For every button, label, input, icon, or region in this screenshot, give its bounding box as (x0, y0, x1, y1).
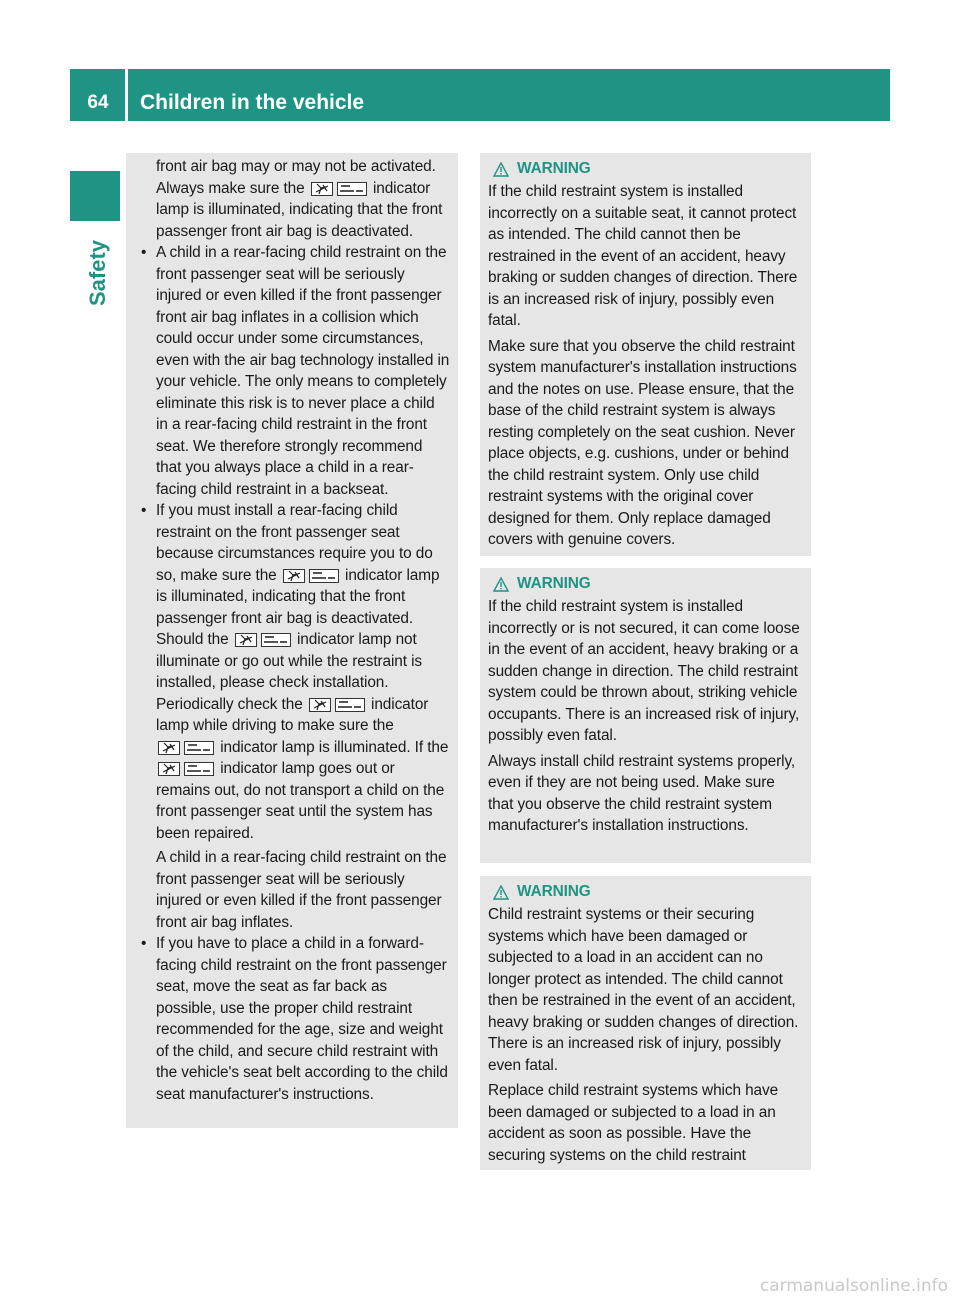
warning-box (480, 876, 811, 1170)
warning-triangle-icon (493, 577, 509, 592)
text: indicator lamp not illuminate or go out while the restraint is installed, please check installation. (156, 631, 423, 691)
paragraph (134, 156, 450, 242)
text: Should the (156, 631, 229, 648)
text: If you must install a rear-facing child restraint on the front passenger seat because circumstances require you to do so, make sure the (156, 502, 433, 584)
child-seat-icon (311, 182, 333, 196)
indicator-icon-pair (235, 633, 291, 647)
watermark: carmanualsonline.info (759, 1276, 948, 1296)
warning-title: WARNING (517, 160, 591, 178)
child-seat-icon (309, 698, 331, 712)
warning-text: Child restraint systems or their securing systems which have been damaged or subjected to a load in an accident can no longer protect as intended. The child cannot then be restrained in the event of an accident, heavy braking or sudden changes of direction. There is an increased risk of injury, possibly even fatal. (488, 906, 799, 1074)
list-item (134, 933, 450, 1105)
pass-airbag-off-icon (184, 741, 214, 755)
paragraph (134, 847, 450, 933)
text: indicator (372, 179, 431, 197)
warning-heading (488, 880, 803, 904)
page-title: Children in the vehicle (140, 91, 365, 114)
warning-text: Replace child restraint systems which have been damaged or subjected to a load in an accident as soon as possible. Have the securing systems on the child restraint (488, 1082, 779, 1164)
text: lamp is illuminated, indicating that the front passenger front air bag is deactivated. (156, 201, 443, 240)
indicator-icon-pair (283, 569, 339, 583)
indicator-icon-pair (311, 182, 367, 196)
warning-title: WARNING (517, 575, 591, 593)
child-seat-icon (283, 569, 305, 583)
warning-box (480, 153, 811, 556)
pass-airbag-off-icon (335, 698, 365, 712)
pass-airbag-off-icon (184, 762, 214, 776)
warning-heading (488, 157, 803, 181)
text: indicator lamp is illuminated. If the (220, 738, 449, 756)
warning-triangle-icon (493, 162, 509, 177)
child-seat-icon (235, 633, 257, 647)
text: indicator lamp is illuminated, indicating that the front passenger front air bag is deactivated. (156, 566, 440, 627)
warning-title: WARNING (517, 883, 591, 901)
warning-text: If the child restraint system is installed incorrectly on a suitable seat, it cannot protect as intended. The child cannot then be restrained in the event of an accident, heavy braking or sudden changes of direction. There is an increased risk of injury, possibly even fatal. (488, 183, 798, 329)
header-divider (125, 69, 128, 121)
indicator-icon-pair (158, 762, 214, 776)
warning-text: Always install child restraint systems properly, even if they are not being used. Make sure that you observe the child restraint system manufacturer's installation instructions. (488, 752, 796, 834)
pass-airbag-off-icon (309, 569, 339, 583)
warning-box (480, 568, 811, 863)
warning-text: If the child restraint system is installed incorrectly or is not secured, it can come loose in the event of an accident, heavy braking or a sudden change in direction. The child restraint system could be thrown about, striking vehicle occupants. There is an increased risk of injury, possibly even fatal. (488, 598, 800, 744)
left-column (126, 153, 458, 1128)
text: A child in a rear-facing child restraint on the front passenger seat will be seriously injured or even killed if the front passenger front air bag inflates. (156, 849, 447, 931)
pass-airbag-off-icon (337, 182, 367, 196)
warning-text: Make sure that you observe the child restraint system manufacturer's installation instructions and the notes on use. Please ensure, that the base of the child restraint system is always resting completely on the seat cushion. Never place objects, e.g. cushions, under or behind the child restraint system. Only use child restraint systems with the original cover designed for them. Only replace damaged covers with genuine covers. (488, 337, 797, 548)
text: If you have to place a child in a forward-facing child restraint on the front passenger seat, move the seat as far back as possible, use the proper child restraint recommended for the age, size and weight of the child, and secure child restraint with the vehicle's seat belt according to the child seat manufacturer's instructions. (156, 935, 448, 1103)
section-marker (70, 171, 120, 221)
warning-heading (488, 572, 803, 596)
text: indicator lamp goes out or remains out, do not transport a child on the front passenger seat until the system has been repaired. (156, 760, 445, 842)
indicator-icon-pair (309, 698, 365, 712)
indicator-icon-pair (158, 741, 214, 755)
text: Always make sure the (156, 179, 305, 197)
warning-triangle-icon (493, 885, 509, 900)
section-tab-label: Safety (85, 240, 110, 307)
child-seat-icon (158, 762, 180, 776)
child-seat-icon (158, 741, 180, 755)
page-number: 64 (87, 92, 109, 113)
list-item (134, 500, 450, 844)
text: A child in a rear-facing child restraint on the front passenger seat will be seriously injured or even killed if the front passenger front air bag inflates in a collision which could occur under some circumstances, even with the air bag technology installed in your vehicle. The only means to completely eliminate this risk is to never place a child in a rear-facing child restraint in the front seat. We therefore strongly recommend that you always place a child in a rear-facing child restraint in a backseat. (156, 244, 450, 498)
pass-airbag-off-icon (261, 633, 291, 647)
text: indicator lamp while driving to make sure the (156, 695, 429, 734)
text: Periodically check the (156, 695, 303, 713)
list-item (134, 242, 450, 500)
text: front air bag may or may not be activated. (156, 158, 436, 175)
